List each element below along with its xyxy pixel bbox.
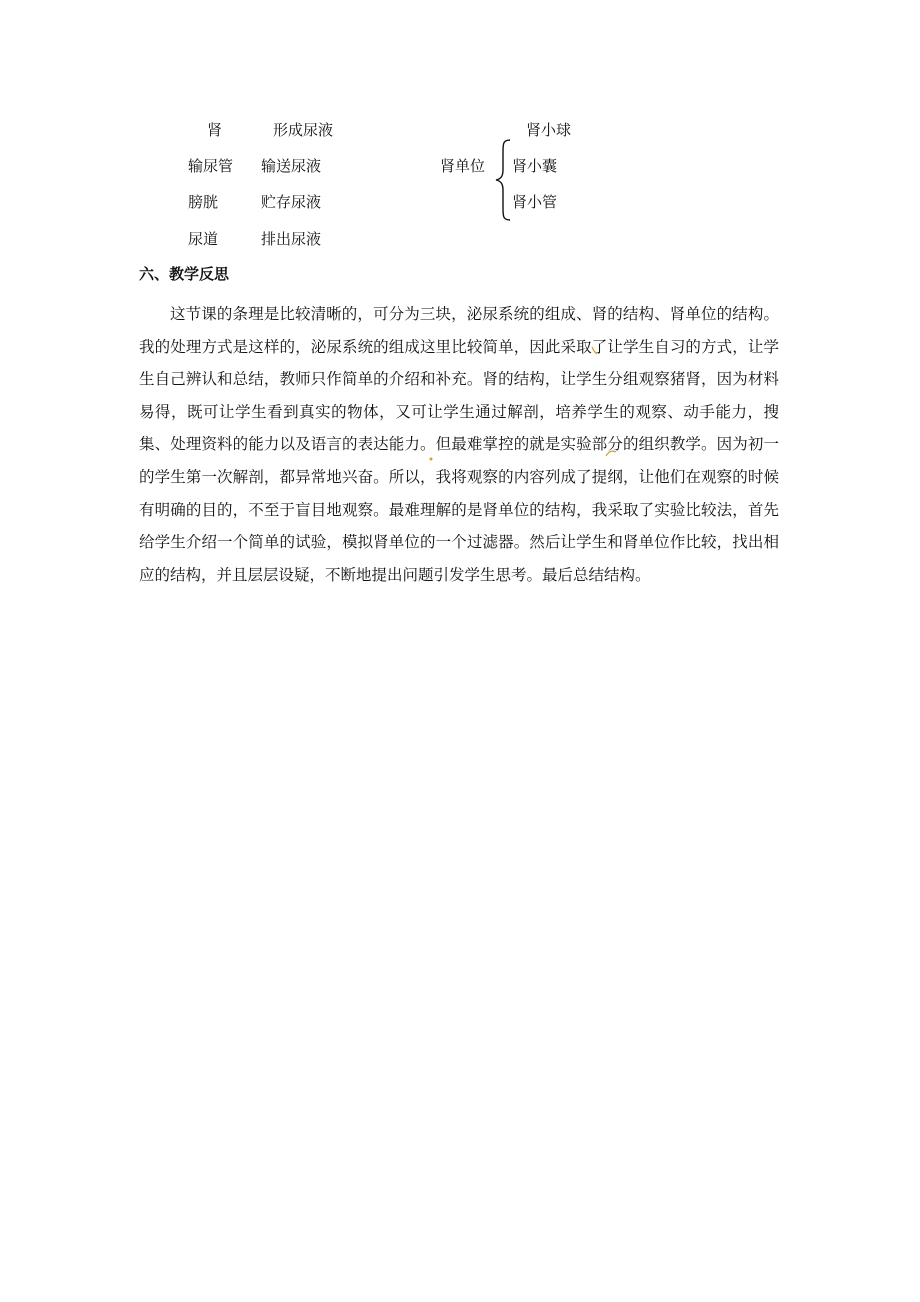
organ-kidney: 肾 [207, 121, 223, 139]
nephron-part-tubule: 肾小管 [512, 193, 558, 211]
section-heading: 六、教学反思 [139, 265, 230, 283]
nephron-part-glomerulus: 肾小球 [526, 121, 572, 139]
organ-ureter: 输尿管 [188, 157, 234, 175]
nephron-label: 肾单位 [440, 157, 486, 175]
function-bladder: 贮存尿液 [261, 193, 322, 211]
nephron-part-capsule: 肾小囊 [512, 157, 558, 175]
function-kidney: 形成尿液 [273, 121, 334, 139]
stray-mark-icon [591, 346, 599, 356]
function-ureter: 输送尿液 [261, 157, 322, 175]
curly-brace-icon [494, 138, 514, 222]
organ-bladder: 膀胱 [188, 193, 219, 211]
organ-urethra: 尿道 [188, 230, 219, 248]
function-urethra: 排出尿液 [261, 230, 322, 248]
reflection-paragraph: 这节课的条理是比较清晰的，可分为三块，泌尿系统的组成、肾的结构、肾单位的结构。我的处理方式是这样的，泌尿系统的组成这里比较简单，因此采取了让学生自习的方式，让学生自己辨认和总结，教师只作简单的介绍和补充。肾的结构，让学生分组观察猪肾，因为材料易得，既可让学生看到真实的物体，又可让学生通过解剖，培养学生的观察、动手能力，搜集、处理资料的能力以及语言的表达能力。但最难掌控的就是实验部分的组织教学。因为初一的学生第一次解剖，都异常地兴奋。所以，我将观察的内容列成了提纲，让他们在观察的时候有明确的目的，不至于盲目地观察。最难理解的是肾单位的结构，我采取了实验比较法，首先给学生介绍一个简单的试验，模拟肾单位的一个过滤器。然后让学生和肾单位作比较，找出相应的结构，并且层层设疑，不断地提出问题引发学生思考。最后总结结构。 [139, 305, 779, 584]
stray-mark-icon [605, 448, 617, 458]
stray-mark-icon [428, 456, 434, 462]
